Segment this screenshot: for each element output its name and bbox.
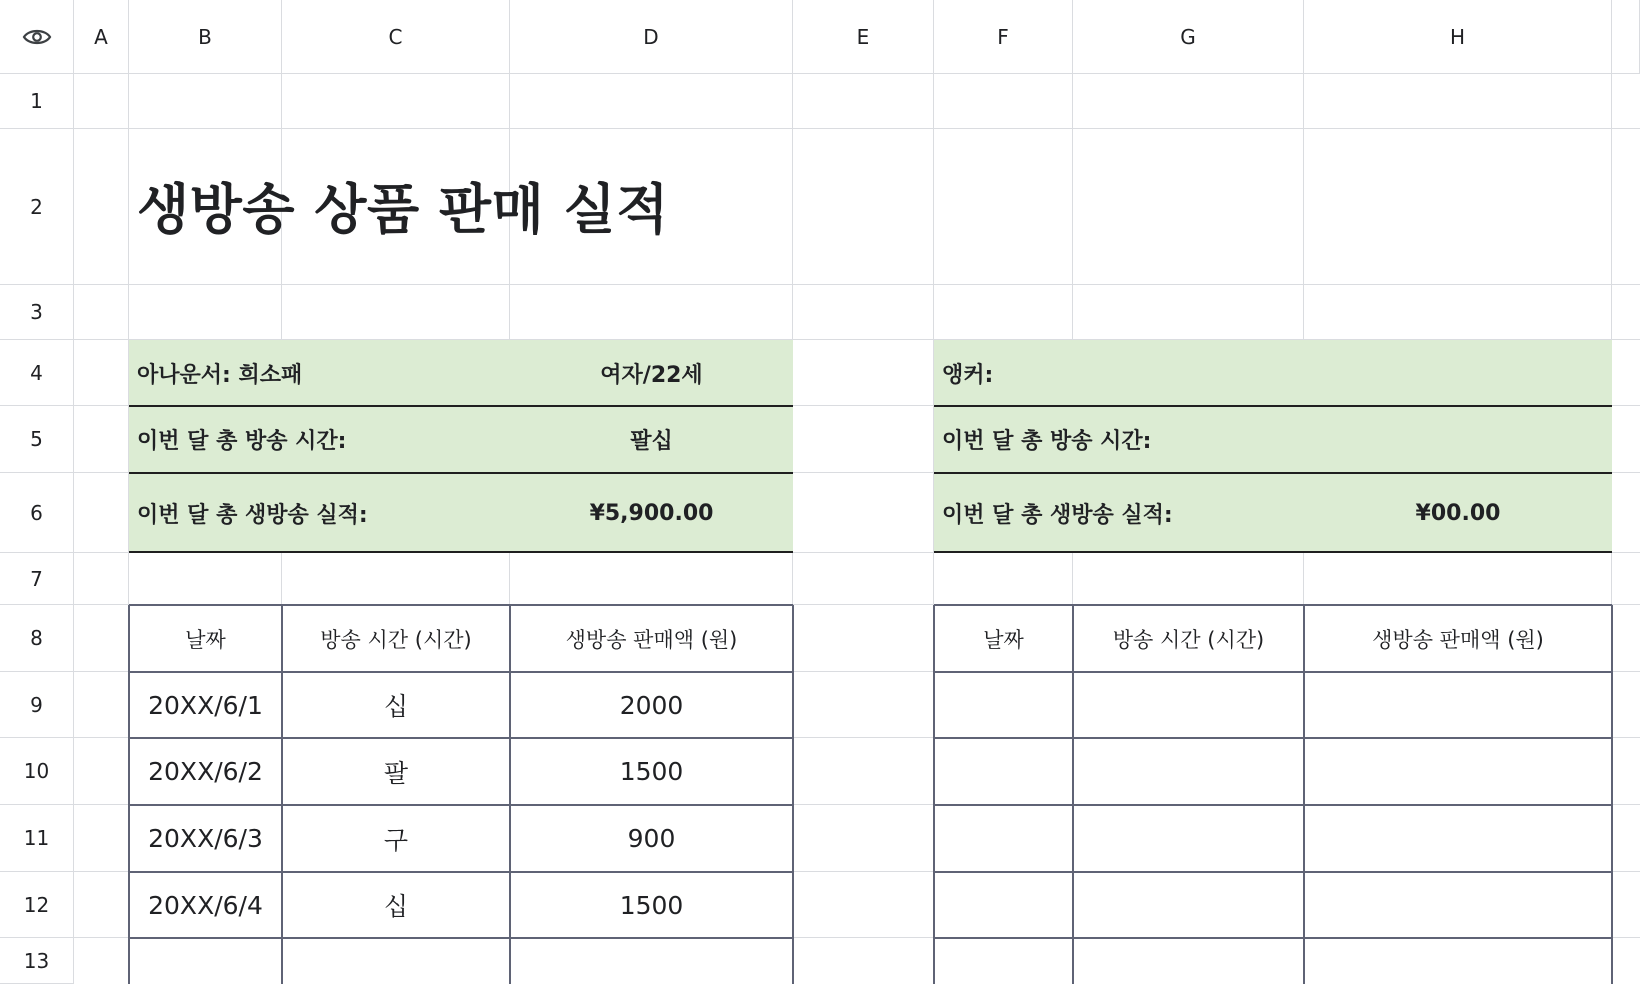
toggle-visibility-eye-icon[interactable]	[0, 0, 73, 74]
row-header-11[interactable]: 11	[0, 805, 74, 872]
table-border	[129, 737, 793, 739]
row-header-12[interactable]: 12	[0, 872, 74, 938]
left-table-header-cell[interactable]: 방송 시간 (시간)	[320, 627, 472, 652]
announcer-info[interactable]: 여자/22세	[600, 362, 703, 388]
table-border	[934, 804, 1612, 806]
gridline-horizontal	[0, 73, 1640, 74]
left-table-header-cell[interactable]: 생방송 판매액 (원)	[565, 627, 738, 652]
left-hours-label[interactable]: 이번 달 총 방송 시간:	[137, 429, 347, 454]
right-hours-value[interactable]	[1304, 406, 1612, 473]
table-border	[934, 737, 1612, 739]
right-table-data-cell[interactable]	[1304, 805, 1612, 872]
table-border	[129, 871, 793, 873]
right-table-data-cell[interactable]	[1073, 938, 1304, 984]
table-border	[129, 937, 793, 939]
table-border	[128, 605, 130, 984]
right-table-data-cell[interactable]	[1073, 872, 1304, 938]
row-header-13[interactable]: 13	[0, 938, 74, 984]
right-table-data-cell[interactable]	[934, 738, 1073, 805]
right-table-data-cell[interactable]	[934, 805, 1073, 872]
table-border	[129, 804, 793, 806]
left-table-data-cell[interactable]: 20XX/6/4	[148, 890, 263, 920]
row-header-7[interactable]: 7	[0, 553, 74, 605]
sheet-title[interactable]: 생방송 상품 판매 실적	[137, 177, 669, 241]
right-table-data-cell[interactable]	[1304, 672, 1612, 738]
row-header-4[interactable]: 4	[0, 340, 74, 406]
column-header-d[interactable]: D	[510, 0, 793, 74]
left-table-data-cell[interactable]: 팔	[383, 758, 409, 788]
panel-divider	[129, 551, 793, 553]
left-table-data-cell[interactable]: 십	[383, 692, 409, 721]
right-table-data-cell[interactable]	[1073, 805, 1304, 872]
right-table-data-cell[interactable]	[1304, 938, 1612, 984]
gridline-vertical	[73, 0, 74, 984]
left-sales-value[interactable]: ¥5,900.00	[589, 500, 714, 526]
panel-divider	[934, 405, 1612, 407]
row-header-1[interactable]: 1	[0, 74, 74, 129]
anchor-value[interactable]	[1304, 340, 1612, 406]
left-table-data-cell[interactable]: 1500	[619, 890, 684, 920]
table-border	[934, 871, 1612, 873]
column-header-c[interactable]: C	[282, 0, 510, 74]
left-table-data-cell[interactable]: 구	[383, 825, 409, 855]
table-border	[129, 604, 793, 606]
left-table-data-cell[interactable]: 20XX/6/3	[148, 824, 263, 853]
column-header-filler	[1612, 0, 1640, 74]
left-table-data-cell[interactable]: 십	[383, 892, 409, 921]
left-table-data-cell[interactable]: 20XX/6/2	[148, 757, 263, 786]
row-header-2[interactable]: 2	[0, 129, 74, 285]
left-table-data-cell[interactable]: 2000	[619, 690, 684, 720]
right-sales-value[interactable]: ¥00.00	[1415, 500, 1501, 526]
right-table-header-cell[interactable]: 날짜	[983, 627, 1024, 652]
row-header-10[interactable]: 10	[0, 738, 74, 805]
column-header-h[interactable]: H	[1304, 0, 1612, 74]
left-table-header-cell[interactable]: 날짜	[185, 627, 226, 652]
panel-divider	[129, 472, 793, 474]
column-header-e[interactable]: E	[793, 0, 934, 74]
left-table-data-cell[interactable]	[510, 938, 793, 984]
row-header-8[interactable]: 8	[0, 605, 74, 672]
right-sales-label[interactable]: 이번 달 총 생방송 실적:	[942, 502, 1173, 528]
table-border	[1072, 605, 1074, 984]
panel-divider	[129, 405, 793, 407]
left-hours-value[interactable]: 팔십	[630, 429, 673, 454]
table-border	[1303, 605, 1305, 984]
panel-divider	[934, 472, 1612, 474]
table-border	[934, 604, 1612, 606]
right-hours-label[interactable]: 이번 달 총 방송 시간:	[942, 429, 1152, 454]
right-table-data-cell[interactable]	[934, 938, 1073, 984]
table-border	[792, 605, 794, 984]
right-table-data-cell[interactable]	[1073, 738, 1304, 805]
row-header-9[interactable]: 9	[0, 672, 74, 738]
column-header-f[interactable]: F	[934, 0, 1073, 74]
right-table-header-cell[interactable]: 생방송 판매액 (원)	[1372, 627, 1544, 652]
table-border	[281, 605, 283, 984]
table-border	[933, 605, 935, 984]
column-header-b[interactable]: B	[129, 0, 282, 74]
left-table-data-cell[interactable]: 900	[627, 824, 676, 853]
row-header-3[interactable]: 3	[0, 285, 74, 340]
table-border	[934, 937, 1612, 939]
column-header-a[interactable]: A	[74, 0, 129, 74]
column-header-g[interactable]: G	[1073, 0, 1304, 74]
right-table-data-cell[interactable]	[934, 872, 1073, 938]
table-border	[934, 671, 1612, 673]
left-table-data-cell[interactable]: 20XX/6/1	[148, 690, 263, 720]
right-table-data-cell[interactable]	[1304, 738, 1612, 805]
table-border	[1611, 605, 1613, 984]
left-table-data-cell[interactable]	[129, 938, 282, 984]
table-border	[509, 605, 511, 984]
right-table-header-cell[interactable]: 방송 시간 (시간)	[1112, 627, 1265, 652]
anchor-label[interactable]: 앵커:	[942, 362, 994, 388]
eye-icon	[22, 27, 52, 47]
left-table-data-cell[interactable]: 1500	[619, 757, 684, 786]
table-border	[129, 671, 793, 673]
row-header-5[interactable]: 5	[0, 406, 74, 473]
right-table-data-cell[interactable]	[1073, 672, 1304, 738]
gridline-horizontal	[0, 284, 1640, 285]
announcer-label[interactable]: 아나운서: 희소패	[137, 362, 303, 388]
row-header-6[interactable]: 6	[0, 473, 74, 553]
left-table-data-cell[interactable]	[282, 938, 510, 984]
right-table-data-cell[interactable]	[1304, 872, 1612, 938]
left-sales-label[interactable]: 이번 달 총 생방송 실적:	[137, 502, 368, 528]
panel-divider	[934, 551, 1612, 553]
right-table-data-cell[interactable]	[934, 672, 1073, 738]
